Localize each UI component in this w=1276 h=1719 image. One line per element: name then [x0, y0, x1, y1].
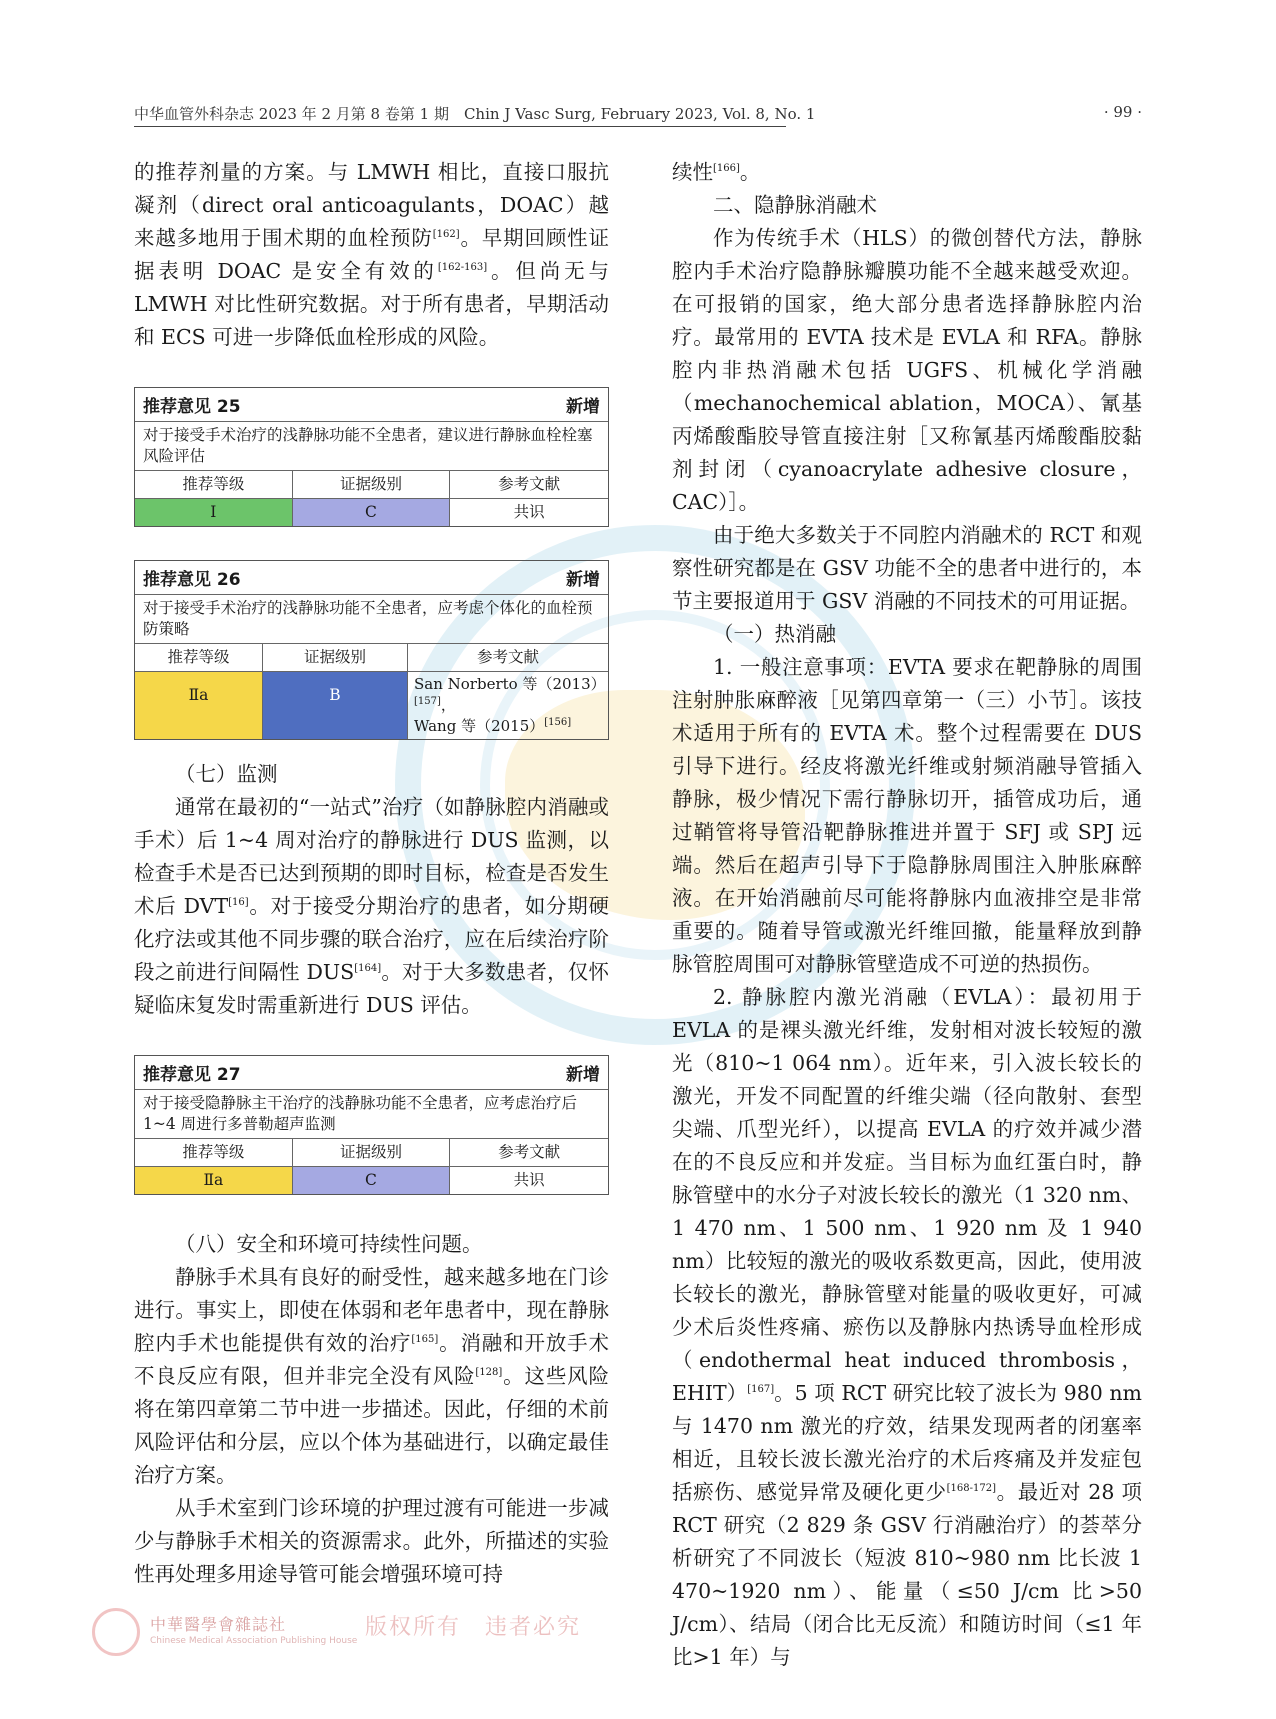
recommendation-header [135, 388, 608, 422]
recommendation-title: 推荐意见 26 [143, 570, 241, 590]
paragraph: 2. 静脉腔内激光消融（EVLA）：最初用于 EVLA 的是裸头激光纤维，发射相对波长较短的激光（810~1 064 nm）。近年来，引入波长较长的激光，开发不同配置的纤维尖端（径向散射、套型尖端、爪型光纤），以提高 EVLA 的疗效并减少潜在的不良反应和并发症。当目标为血红蛋白时，静脉管壁中的水分子对波长较长的激光（1 320 nm、1 470 nm、1 500 nm、1 920 nm 及 1 940 nm）比较短的激光的吸收系数更高，因此，使用波长较长的激光，静脉管壁对能量的吸收更好，可减少术后炎性疼痛、瘀伤以及静脉内热诱导血栓形成（endothermal heat induced thrombosis，EHIT）[167]。5 项 RCT 研究比较了波长为 980 nm 与 1470 nm 激光的疗效，结果发现两者的闭塞率相近，且较长波长激光治疗的术后疼痛及并发症包括瘀伤、感觉异常及硬化更少[168-172]。最近对 28 项 RCT 研究（2 829 条 GSV 行消融治疗）的荟萃分析研究了不同波长（短波 810~980 nm 比长波 1 470~1920 nm）、能量（≤50 J/cm 比>50 J/cm）、结局（闭合比无反流）和随访时间（≤1 年比>1 年）与 [672, 985, 1142, 1669]
section-heading: 二、隐静脉消融术 [713, 193, 877, 217]
running-header [134, 103, 1142, 125]
grade-header: 推荐等级 [135, 471, 293, 499]
section-heading: （一）热消融 [713, 622, 836, 646]
paragraph: 通常在最初的“一站式”治疗（如静脉腔内消融或手术）后 1~4 周对治疗的静脉进行 DUS 监测，以检查手术是否已达到预期的即时目标，检查是否发生术后 DVT[16]。对于接受分期治疗的患者，如分期硬化疗法或其他不同步骤的联合治疗，应在后续治疗阶段之前进行间隔性 DUS[164]。对于大多数患者，仅怀疑临床复发时需重新进行 DUS 评估。 [134, 795, 610, 1017]
recommendation-box-25 [134, 387, 609, 527]
recommendation-tag: 新增 [566, 570, 600, 590]
grade-value: Ⅰ [135, 499, 293, 526]
recommendation-title: 推荐意见 25 [143, 397, 241, 417]
recommendation-text: 对于接受隐静脉主干治疗的浅静脉功能不全患者，应考虑治疗后 1~4 周进行多普勒超声监测 [135, 1090, 608, 1139]
reference-line: San Norberto 等（2013）[157]， [414, 675, 606, 714]
publisher-name: 中華醫學會雜誌社 [150, 1615, 287, 1634]
paragraph: 作为传统手术（HLS）的微创替代方法，静脉腔内手术治疗隐静脉瓣膜功能不全越来越受欢迎。在可报销的国家，绝大部分患者选择静脉腔内治疗。最常用的 EVTA 技术是 EVLA 和 RFA。静脉腔内非热消融术包括 UGFS、机械化学消融（mechanochemical ablation，MOCA）、氰基丙烯酸酯胶导管直接注射［又称氰基丙烯酸酯胶黏剂封闭（cyanoacrylate adhesive closure，CAC）］。 [672, 226, 1142, 514]
recommendation-title: 推荐意见 27 [143, 1065, 241, 1085]
reference-value [408, 672, 608, 739]
grade-value: Ⅱa [135, 1167, 293, 1194]
reference-header: 参考文献 [408, 644, 608, 672]
reference-header: 参考文献 [450, 1139, 608, 1167]
recommendation-header [135, 561, 608, 595]
section-heading: （八）安全和环境可持续性问题。 [175, 1232, 483, 1256]
header-rule [134, 126, 786, 127]
recommendation-text: 对于接受手术治疗的浅静脉功能不全患者，建议进行静脉血栓栓塞风险评估 [135, 422, 608, 471]
evidence-value: B [263, 672, 408, 739]
grade-header: 推荐等级 [135, 644, 263, 672]
recommendation-grid [135, 471, 608, 526]
reference-value: 共识 [513, 1171, 545, 1189]
grade-value: Ⅱa [135, 672, 263, 739]
recommendation-tag: 新增 [566, 1065, 600, 1085]
paragraph: 静脉手术具有良好的耐受性，越来越多地在门诊进行。事实上，即使在体弱和老年患者中，现在静脉腔内手术也能提供有效的治疗[165]。消融和开放手术不良反应有限，但并非完全没有风险[128]。这些风险将在第四章第二节中进一步描述。因此，仔细的术前风险评估和分层，应以个体为基础进行，以确定最佳治疗方案。 [134, 1265, 610, 1487]
left-column [134, 156, 609, 1591]
recommendation-text: 对于接受手术治疗的浅静脉功能不全患者，应考虑个体化的血栓预防策略 [135, 595, 608, 644]
page-number: · 99 · [1103, 103, 1142, 121]
paragraph: 的推荐剂量的方案。与 LMWH 相比，直接口服抗凝剂（direct oral anticoagulants，DOAC）越来越多地用于围术期的血栓预防[162]。早期回顾性证据表明 DOAC 是安全有效的[162-163]。但尚无与 LMWH 对比性研究数据。对于所有患者，早期活动和 ECS 可进一步降低血栓形成的风险。 [134, 160, 610, 349]
reference-value: 共识 [513, 503, 545, 521]
recommendation-box-27 [134, 1055, 609, 1195]
evidence-header: 证据级别 [263, 644, 408, 672]
evidence-value: C [293, 1167, 451, 1194]
copyright-stamp: 版权所有 违者必究 [365, 1615, 582, 1640]
publisher-logo-icon [92, 1608, 140, 1656]
recommendation-grid [135, 1139, 608, 1194]
evidence-header: 证据级别 [293, 1139, 451, 1167]
evidence-header: 证据级别 [293, 471, 451, 499]
paragraph: 续性[166]。 [672, 160, 761, 184]
recommendation-box-26 [134, 560, 609, 740]
paragraph: 由于绝大多数关于不同腔内消融术的 RCT 和观察性研究都是在 GSV 功能不全的患者中进行的，本节主要报道用于 GSV 消融的不同技术的可用证据。 [672, 523, 1142, 613]
recommendation-header [135, 1056, 608, 1090]
recommendation-grid [135, 644, 608, 739]
grade-header: 推荐等级 [135, 1139, 293, 1167]
paragraph: 1. 一般注意事项：EVTA 要求在靶静脉的周围注射肿胀麻醉液［见第四章第一（三）小节］。该技术适用于所有的 EVTA 术。整个过程需要在 DUS 引导下进行。经皮将激光纤维或射频消融导管插入静脉，极少情况下需行静脉切开，插管成功后，通过鞘管将导管沿靶静脉推进并置于 SFJ 或 SPJ 远端。然后在超声引导下于隐静脉周围注入肿胀麻醉液。在开始消融前尽可能将静脉内血液排空是非常重要的。随着导管或激光纤维回撤，能量释放到静脉管腔周围可对静脉管壁造成不可逆的热损伤。 [672, 655, 1142, 976]
reference-header: 参考文献 [450, 471, 608, 499]
reference-line: Wang 等（2015）[156] [414, 717, 572, 735]
paragraph: 从手术室到门诊环境的护理过渡有可能进一步减少与静脉手术相关的资源需求。此外，所描述的实验性再处理多用途导管可能会增强环境可持 [134, 1496, 609, 1586]
evidence-value: C [293, 499, 451, 526]
section-heading: （七）监测 [175, 762, 278, 786]
publisher-name-en: Chinese Medical Association Publishing House [150, 1636, 358, 1646]
journal-citation: 中华血管外科杂志 2023 年 2 月第 8 卷第 1 期 Chin J Vasc Surg, February 2023, Vol. 8, No. 1 [134, 105, 816, 123]
right-column [672, 156, 1142, 1674]
recommendation-tag: 新增 [566, 397, 600, 417]
